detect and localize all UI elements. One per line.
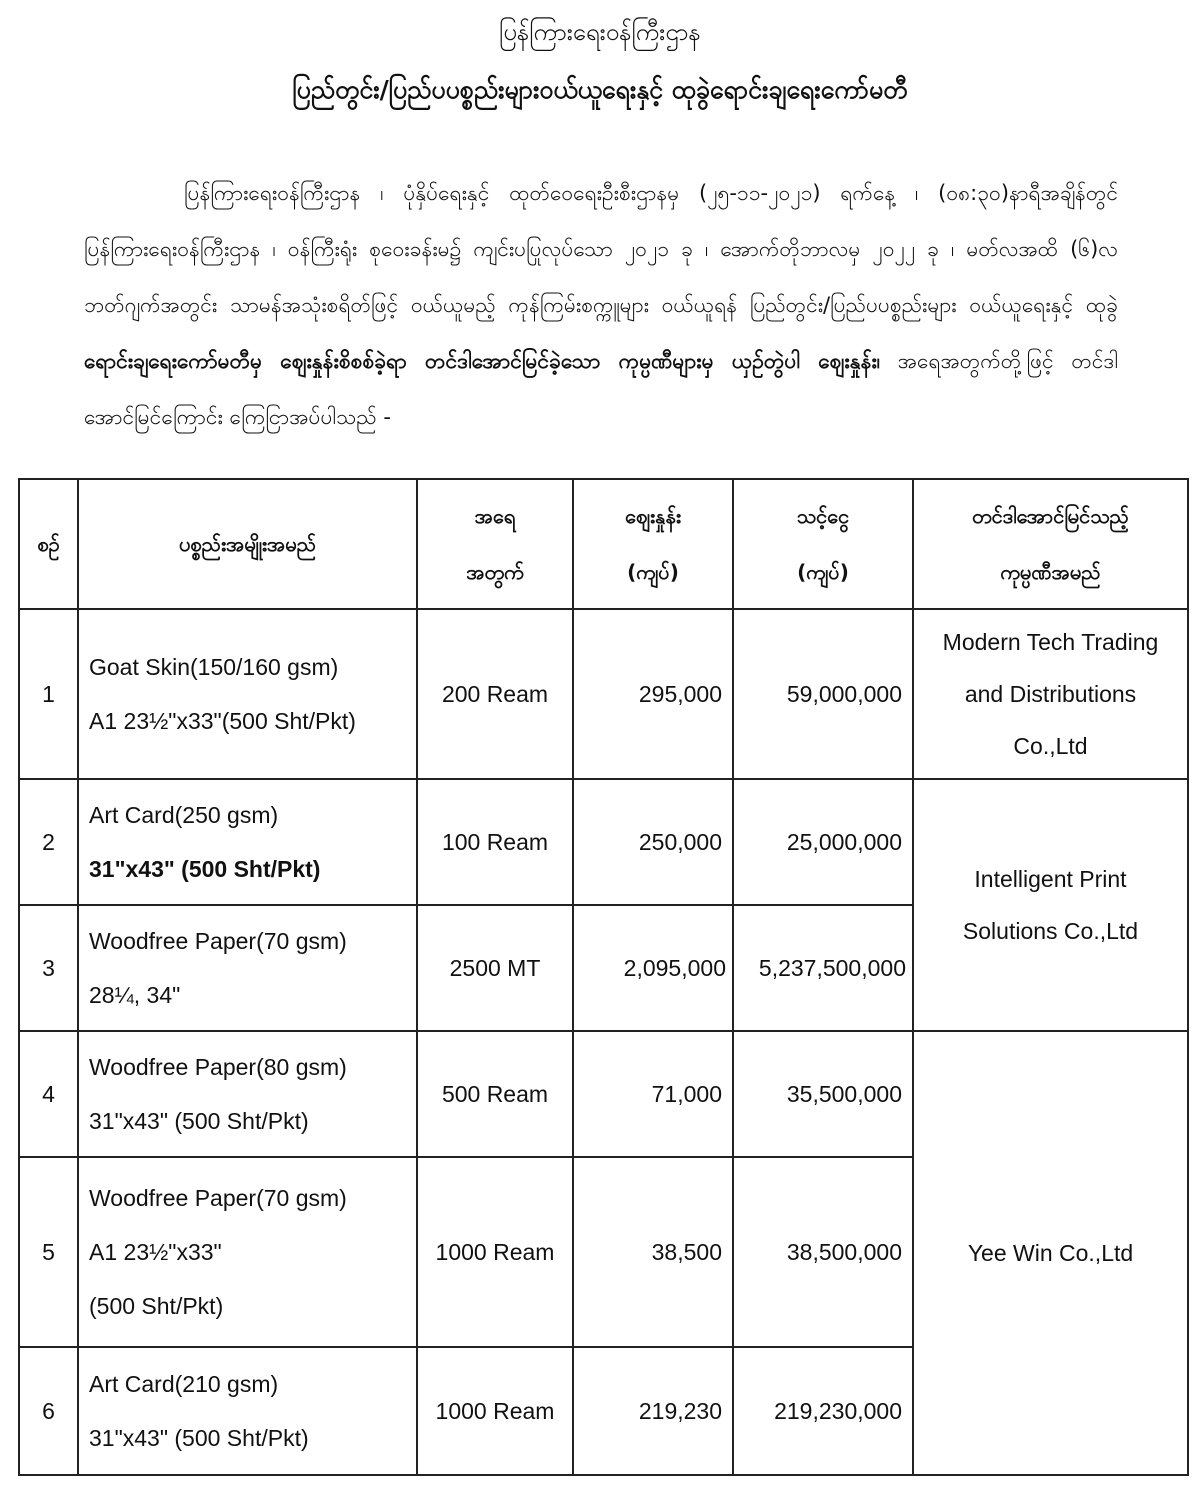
ministry-title: ပြန်ကြားရေးဝန်ကြီးဌာန [499, 18, 701, 46]
announcement-bold-text: ရောင်းချရေးကော်မတီမှ ဈေးနှုန်းစိစစ်ခဲ့ရာ တင်ဒါအောင်မြင်ခဲ့သော ကုမ္ပဏီများမှ ယှဉ်တွဲပါ ဈေးနှုန်း၊ [84, 349, 881, 373]
table-row [19, 609, 1188, 779]
row-amount: 59,000,000 [733, 609, 913, 779]
row-price: 295,000 [573, 609, 733, 779]
item-name: Art Card(210 gsm) [89, 1371, 279, 1397]
row-amount: 219,230,000 [733, 1347, 913, 1475]
row-price: 219,230 [573, 1347, 733, 1475]
row-quantity: 500 Ream [417, 1031, 573, 1157]
item-spec: 28¼, 34" [89, 982, 181, 1008]
header-price-line2: (ကျပ်) [627, 560, 679, 584]
header-company [913, 479, 1188, 609]
item-spec: 31"x43" (500 Sht/Pkt) [89, 1425, 309, 1451]
row-item [78, 1347, 417, 1475]
row-no: 1 [19, 609, 78, 779]
row-item [78, 1031, 417, 1157]
item-spec: 31"x43" (500 Sht/Pkt) [89, 856, 321, 882]
company-modern-line1: Modern Tech Trading [942, 629, 1159, 655]
row-no: 5 [19, 1157, 78, 1347]
row-amount: 38,500,000 [733, 1157, 913, 1347]
header-quantity-line1: အရေ [474, 504, 516, 528]
row-item [78, 779, 417, 905]
row-no: 6 [19, 1347, 78, 1475]
row-item [78, 609, 417, 779]
announcement-text: ပြန်ကြားရေးဝန်ကြီးဌာန ၊ ပုံနှိပ်ရေးနှင့် ထုတ်ဝေရေးဦးစီးဌာနမှ (၂၅-၁၁-၂၀၂၁) ရက်နေ့ ၊ (၀၈:၃၀)နာရီအချိန်တွင် ပြန်ကြားရေးဝန်ကြီးဌာန ၊ ဝန်ကြီးရုံး စုဝေးခန်းမ၌ ကျင်းပပြုလုပ်သော ၂၀၂၁ ခု ၊ အောက်တိုဘာလမှ ၂၀၂၂ ခု ၊ မတ်လအထိ (၆)လ ဘတ်ဂျက်အတွင်း သာမန်အသုံးစရိတ်ဖြင့် ဝယ်ယူမည့် ကုန်ကြမ်းစက္ကူများ ဝယ်ယူရန် ပြည်တွင်း/ပြည်ပပစ္စည်းများ ဝယ်ယူရေးနှင့် ထုခွဲ [84, 181, 1118, 317]
item-spec: A1 23½"x33"(500 Sht/Pkt) [89, 708, 356, 734]
row-quantity: 100 Ream [417, 779, 573, 905]
row-quantity: 1000 Ream [417, 1157, 573, 1347]
table-row [19, 779, 1188, 905]
header-company-line1: တင်ဒါအောင်မြင်သည့် [972, 504, 1129, 528]
row-amount: 5,237,500,000 [733, 905, 913, 1031]
announcement-paragraph [84, 165, 1118, 445]
header-company-line2: ကုမ္ပဏီအမည် [1000, 560, 1101, 584]
row-no: 2 [19, 779, 78, 905]
header-item: ပစ္စည်းအမျိုးအမည် [78, 479, 417, 609]
row-quantity: 2500 MT [417, 905, 573, 1031]
header-quantity-line2: အတွက် [466, 560, 524, 584]
row-quantity: 1000 Ream [417, 1347, 573, 1475]
header-amount-line1: သင့်ငွေ [796, 504, 850, 528]
header-price-line1: ဈေးနှုန်း [625, 504, 681, 528]
company-modern-line2: and Distributions [964, 681, 1137, 707]
announcement-closing-text: အရေအတွက်တို့ဖြင့် တင်ဒါအောင်မြင်ကြောင်း ကြေငြာအပ်ပါသည် - [84, 349, 1119, 429]
table-header-row [19, 479, 1188, 609]
row-quantity: 200 Ream [417, 609, 573, 779]
row-amount: 35,500,000 [733, 1031, 913, 1157]
header-amount-line2: (ကျပ်) [797, 560, 849, 584]
item-pack: (500 Sht/Pkt) [89, 1293, 224, 1319]
row-company [913, 609, 1188, 779]
row-item [78, 1157, 417, 1347]
table-row [19, 1031, 1188, 1157]
row-company [913, 779, 1188, 1031]
tender-results-table [18, 478, 1189, 1476]
header-quantity [417, 479, 573, 609]
row-price: 2,095,000 [573, 905, 733, 1031]
header-amount [733, 479, 913, 609]
item-name: Woodfree Paper(70 gsm) [89, 1185, 347, 1211]
company-intelligent-line1: Intelligent Print [974, 866, 1127, 892]
company-modern-line3: Co.,Ltd [1013, 733, 1088, 759]
row-no: 4 [19, 1031, 78, 1157]
header-no: စဉ် [19, 479, 78, 609]
item-name: Woodfree Paper(80 gsm) [89, 1054, 347, 1080]
row-no: 3 [19, 905, 78, 1031]
row-price: 250,000 [573, 779, 733, 905]
item-spec: A1 23½"x33" [89, 1239, 222, 1265]
row-price: 38,500 [573, 1157, 733, 1347]
item-name: Woodfree Paper(70 gsm) [89, 928, 347, 954]
header-price [573, 479, 733, 609]
row-price: 71,000 [573, 1031, 733, 1157]
committee-title: ပြည်တွင်း/ပြည်ပပစ္စည်းများဝယ်ယူရေးနှင့် ထုခွဲရောင်းချရေးကော်မတီ [292, 75, 908, 104]
company-yeewin: Yee Win Co.,Ltd [967, 1240, 1134, 1266]
company-intelligent-line2: Solutions Co.,Ltd [962, 918, 1139, 944]
row-item [78, 905, 417, 1031]
row-company [913, 1031, 1188, 1475]
item-name: Goat Skin(150/160 gsm) [89, 654, 339, 680]
row-amount: 25,000,000 [733, 779, 913, 905]
item-spec: 31"x43" (500 Sht/Pkt) [89, 1108, 309, 1134]
item-name: Art Card(250 gsm) [89, 802, 279, 828]
